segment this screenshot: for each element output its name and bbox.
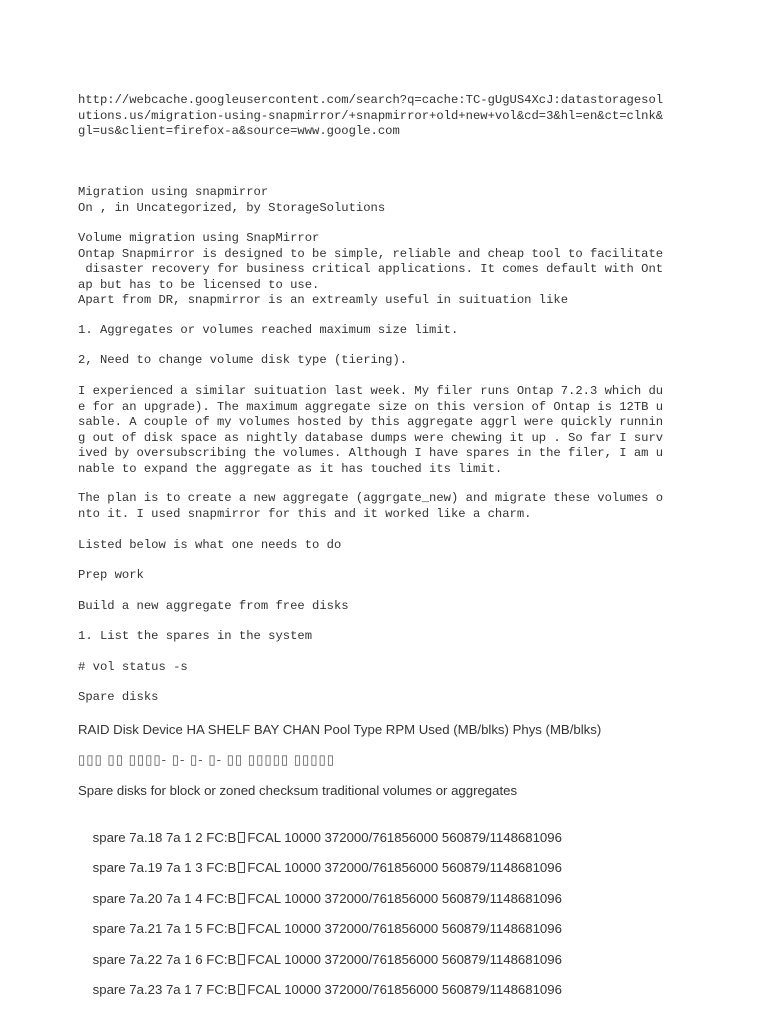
disk-row-suffix: FCAL 10000 372000/761856000 560879/1148681096: [247, 921, 562, 936]
source-url-line-3: gl=us&client=firefox-a&source=www.google.com: [78, 124, 400, 138]
post-title: Migration using snapmirror: [78, 185, 269, 199]
missing-glyph-icon: [238, 862, 245, 873]
vol-status-command: # vol status -s: [78, 660, 188, 674]
missing-glyph-icon: [238, 954, 245, 965]
reason-item-2: 2, Need to change volume disk type (tiering).: [78, 353, 408, 367]
reason-item-1: 1. Aggregates or volumes reached maximum size limit.: [78, 323, 459, 337]
experience-line-6: nable to expand the aggregate as it has touched its limit.: [78, 461, 503, 476]
listed-below-text: Listed below is what one needs to do: [78, 538, 342, 552]
post-byline: On , in Uncategorized, by StorageSolutions: [78, 200, 386, 215]
build-aggregate-text: Build a new aggregate from free disks: [78, 599, 349, 613]
disk-row-prefix: spare 7a.21 7a 1 5 FC:B: [92, 921, 237, 936]
disk-row-suffix: FCAL 10000 372000/761856000 560879/1148681096: [247, 951, 562, 967]
disk-table-header: RAID Disk Device HA SHELF BAY CHAN Pool Type RPM Used (MB/blks) Phys (MB/blks): [78, 722, 602, 737]
source-url-line-2: utions.us/migration-using-snapmirror/+snapmirror+old+new+vol&cd=3&hl=en&ct=clnk&: [78, 108, 664, 123]
intro-heading: Volume migration using SnapMirror: [78, 231, 320, 245]
disk-row-prefix: spare 7a.22 7a 1 6 FC:B: [92, 951, 237, 967]
list-spares-step: 1. List the spares in the system: [78, 629, 313, 643]
spare-disks-label: Spare disks: [78, 690, 159, 704]
disk-table-caption: Spare disks for block or zoned checksum traditional volumes or aggregates: [78, 783, 518, 798]
disk-table-row: [78, 966, 758, 1014]
source-url-line-1: http://webcache.googleusercontent.com/search?q=cache:TC-gUgUS4XcJ:datastoragesol: [78, 93, 664, 107]
experience-line-3: sable. A couple of my volumes hosted by this aggregate aggrl were quickly runnin: [78, 415, 664, 429]
missing-glyph-icon: [238, 923, 245, 934]
disk-row-prefix: spare 7a.20 7a 1 4 FC:B: [92, 890, 237, 906]
disk-row-suffix: FCAL 10000 372000/761856000 560879/1148681096: [247, 982, 562, 997]
prep-work-heading: Prep work: [78, 568, 144, 582]
intro-line-3: ap but has to be licensed to use.: [78, 277, 320, 292]
experience-line-5: ived by oversubscribing the volumes. Although I have spares in the filer, I am u: [78, 446, 664, 460]
experience-line-4: g out of disk space as nightly database dumps were chewing it up . So far I surv: [78, 430, 664, 445]
intro-line-4: Apart from DR, snapmirror is an extreamly useful in suituation like: [78, 293, 569, 307]
missing-glyph-icon: [238, 984, 245, 995]
disk-table-separator: ▯▯▯ ▯▯ ▯▯▯▯- ▯- ▯- ▯- ▯▯ ▯▯▯▯▯ ▯▯▯▯▯: [78, 752, 336, 767]
missing-glyph-icon: [238, 832, 245, 843]
experience-line-1: I experienced a similar suituation last week. My filer runs Ontap 7.2.3 which du: [78, 384, 664, 398]
disk-row-suffix: FCAL 10000 372000/761856000 560879/1148681096: [247, 890, 562, 906]
missing-glyph-icon: [238, 893, 245, 904]
disk-row-prefix: spare 7a.23 7a 1 7 FC:B: [92, 982, 237, 997]
intro-line-1: Ontap Snapmirror is designed to be simple, reliable and cheap tool to facilitate: [78, 246, 664, 261]
plan-line-1: The plan is to create a new aggregate (aggrgate_new) and migrate these volumes o: [78, 491, 664, 505]
plan-line-2: nto it. I used snapmirror for this and it worked like a charm.: [78, 506, 532, 521]
intro-line-2: disaster recovery for business critical applications. It comes default with Ont: [78, 262, 664, 276]
disk-row-suffix: FCAL 10000 372000/761856000 560879/1148681096: [247, 830, 562, 845]
disk-row-prefix: spare 7a.18 7a 1 2 FC:B: [92, 830, 237, 845]
disk-row-suffix: FCAL 10000 372000/761856000 560879/1148681096: [247, 860, 562, 875]
experience-line-2: e for an upgrade). The maximum aggregate size on this version of Ontap is 12TB u: [78, 399, 664, 414]
disk-row-prefix: spare 7a.19 7a 1 3 FC:B: [92, 860, 237, 875]
